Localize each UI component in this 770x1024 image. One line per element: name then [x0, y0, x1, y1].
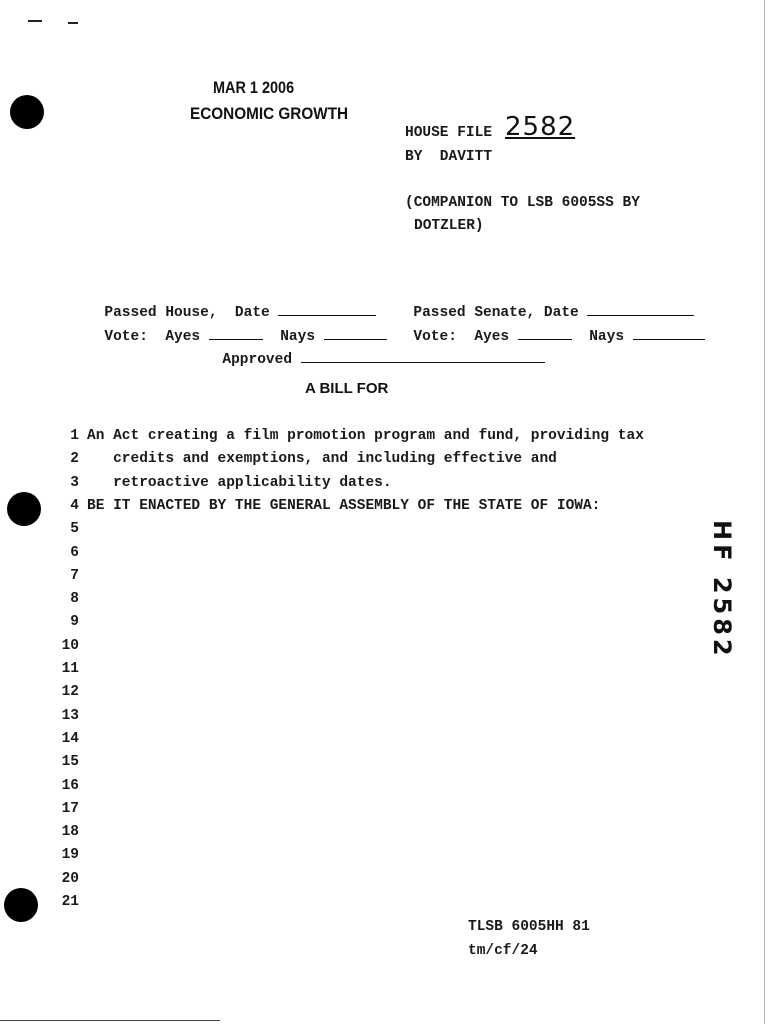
line-number: 11 — [61, 661, 79, 677]
line-number: 17 — [61, 800, 79, 817]
line-number: 13 — [61, 707, 79, 724]
senate-nays-blank — [633, 338, 705, 340]
line-number: 15 — [61, 754, 79, 771]
line-number: 21 — [61, 894, 79, 910]
scan-mark — [764, 0, 765, 1024]
line-number: 3 — [70, 474, 79, 491]
line-text: An Act creating a film promotion program and fund, providing tax — [87, 428, 644, 444]
senate-vote-label: Vote: Ayes — [413, 329, 510, 345]
punch-hole-top — [10, 95, 44, 129]
scan-mark — [28, 20, 42, 22]
house-vote-label: Vote: Ayes — [104, 329, 201, 345]
lsb-code: TLSB 6005HH 81 — [468, 919, 590, 935]
line-number: 18 — [61, 824, 79, 841]
line-number: 2 — [70, 451, 79, 468]
sponsor-line: BY DAVITT — [405, 149, 493, 165]
companion-line-2: DOTZLER) — [414, 218, 484, 234]
line-text: BE IT ENACTED BY THE GENERAL ASSEMBLY OF THE STATE OF IOWA: — [87, 497, 601, 514]
scan-mark — [0, 1020, 220, 1021]
house-nays-label: Nays — [280, 329, 316, 345]
drafter-initials: tm/cf/24 — [468, 943, 538, 959]
line-number: 16 — [61, 777, 79, 794]
approved-row — [205, 336, 545, 368]
received-date-stamp: MAR 1 2006 — [213, 78, 295, 97]
line-number: 10 — [61, 637, 79, 654]
line-number: 12 — [61, 684, 79, 701]
passed-senate-label: Passed Senate, Date — [413, 305, 579, 321]
companion-line-1: (COMPANION TO LSB 6005SS BY — [405, 195, 640, 211]
line-number: 19 — [61, 847, 79, 864]
line-number: 1 — [70, 428, 79, 444]
senate-nays-label: Nays — [589, 329, 625, 345]
line-number: 8 — [70, 591, 79, 608]
committee-stamp: ECONOMIC GROWTH — [190, 104, 349, 123]
line-number: 6 — [70, 544, 79, 561]
scan-mark — [68, 22, 78, 24]
line-number: 5 — [70, 521, 79, 538]
line-number: 14 — [61, 730, 79, 747]
line-number: 9 — [70, 614, 79, 631]
line-text: credits and exemptions, and including effective and — [87, 451, 557, 468]
margin-handwritten-note: HF 2582 — [708, 520, 736, 660]
approved-blank — [301, 361, 545, 363]
house-file-label: HOUSE FILE — [405, 125, 493, 141]
approved-label: Approved — [222, 352, 293, 368]
line-number: 20 — [61, 870, 79, 887]
bill-title: A BILL FOR — [305, 380, 389, 397]
passed-house-label: Passed House, Date — [104, 305, 270, 321]
house-file-number: 2582 — [505, 112, 576, 142]
line-number: 4 — [70, 497, 79, 514]
line-text: retroactive applicability dates. — [87, 474, 392, 491]
line-number: 7 — [70, 567, 79, 584]
